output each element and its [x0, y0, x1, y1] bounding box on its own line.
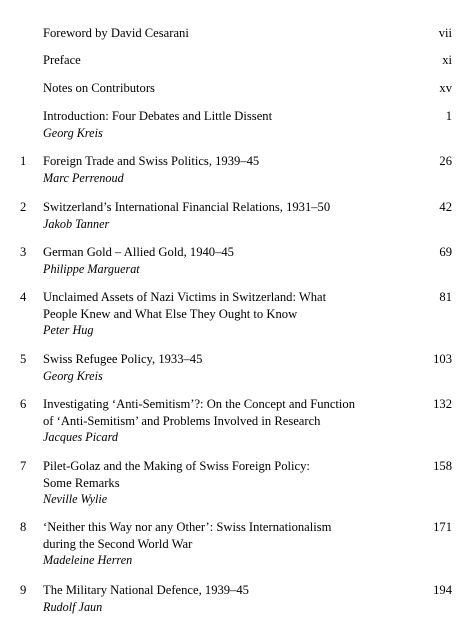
- toc-entry-title: ‘Neither this Way nor any Other’: Swiss Internationalism: [43, 520, 332, 534]
- toc-entry-text: [43, 458, 423, 507]
- toc-entry-title: Notes on Contributors: [43, 81, 155, 95]
- toc-entry-title: People Knew and What Else They Ought to Know: [43, 306, 298, 321]
- toc-entry-text: [43, 153, 423, 186]
- toc-entry-title: Foreword by David Cesarani: [43, 26, 189, 40]
- toc-entry-title: Foreign Trade and Swiss Politics, 1939–45: [43, 154, 260, 168]
- toc-entry-page: 132: [433, 397, 452, 411]
- toc-entry-page: 158: [433, 459, 452, 473]
- toc-entry-text: [43, 199, 423, 232]
- toc-entry-text: [43, 582, 423, 615]
- toc-entry-number: 4: [20, 290, 27, 304]
- toc-entry-author: Jakob Tanner: [43, 216, 110, 231]
- toc-entry-author: Marc Perrenoud: [43, 170, 124, 185]
- toc-entry-number: 5: [20, 352, 27, 366]
- toc-entry-page: 1: [445, 109, 452, 123]
- toc-entry-page: 42: [439, 200, 452, 214]
- toc-entry-author: Georg Kreis: [43, 368, 103, 383]
- toc-entry-page: 26: [439, 154, 452, 168]
- toc-entry-title: Unclaimed Assets of Nazi Victims in Switzerland: What: [43, 290, 327, 304]
- toc-entry-number: 8: [20, 520, 27, 534]
- toc-entry-text: [43, 351, 423, 384]
- toc-entry-page: xi: [442, 53, 452, 67]
- toc-entry-page: 103: [433, 352, 452, 366]
- toc-entry-text: [43, 25, 423, 42]
- toc-entry-number: 3: [20, 245, 27, 259]
- toc-entry-author: Neville Wylie: [43, 492, 108, 506]
- toc-entry-text: [43, 519, 423, 568]
- toc-entry-text: [43, 52, 423, 69]
- toc-entry-page: 81: [439, 290, 452, 304]
- toc-entry-author: Jacques Picard: [43, 430, 119, 444]
- toc-entry-author: Philippe Marguerat: [43, 261, 140, 276]
- toc-entry-title: Switzerland’s International Financial Relations, 1931–50: [43, 200, 331, 214]
- toc-entry-author: Madeleine Herren: [43, 553, 133, 567]
- toc-entry-title: Pilet-Golaz and the Making of Swiss Foreign Policy:: [43, 459, 310, 473]
- toc-entry-number: 6: [20, 397, 27, 411]
- toc-entry-title: The Military National Defence, 1939–45: [43, 583, 249, 597]
- toc-entry-page: xv: [439, 81, 452, 95]
- toc-entry-page: vii: [438, 26, 452, 40]
- toc-entry-page: 194: [433, 583, 452, 597]
- toc-entry-text: [43, 396, 423, 445]
- toc-entry-title: German Gold – Allied Gold, 1940–45: [43, 245, 234, 259]
- toc-entry-author: Peter Hug: [43, 323, 94, 337]
- toc-entry-text: [43, 80, 423, 97]
- toc-entry-number: 1: [20, 154, 27, 168]
- toc-entry-number: 7: [20, 459, 27, 473]
- toc-entry-title: during the Second World War: [43, 536, 193, 551]
- toc-entry-title: Preface: [43, 53, 81, 67]
- toc-entry-page: 69: [439, 245, 452, 259]
- toc-entry-author: Georg Kreis: [43, 125, 103, 140]
- toc-entry-page: 171: [433, 520, 452, 534]
- toc-entry-title: Introduction: Four Debates and Little Dissent: [43, 109, 273, 123]
- toc-entry-text: [43, 108, 423, 141]
- toc-entry-author: Rudolf Jaun: [43, 599, 103, 614]
- toc-entry-title: Swiss Refugee Policy, 1933–45: [43, 352, 203, 366]
- toc-entry-text: [43, 244, 423, 277]
- toc-entry-title: Investigating ‘Anti-Semitism’?: On the Concept and Function: [43, 397, 355, 411]
- toc-entry-number: 2: [20, 200, 27, 214]
- toc-entry-title: Some Remarks: [43, 475, 120, 490]
- toc-entry-number: 9: [20, 583, 27, 597]
- toc-entry-title: of ‘Anti-Semitism’ and Problems Involved in Research: [43, 413, 321, 428]
- toc-entry-text: [43, 289, 423, 338]
